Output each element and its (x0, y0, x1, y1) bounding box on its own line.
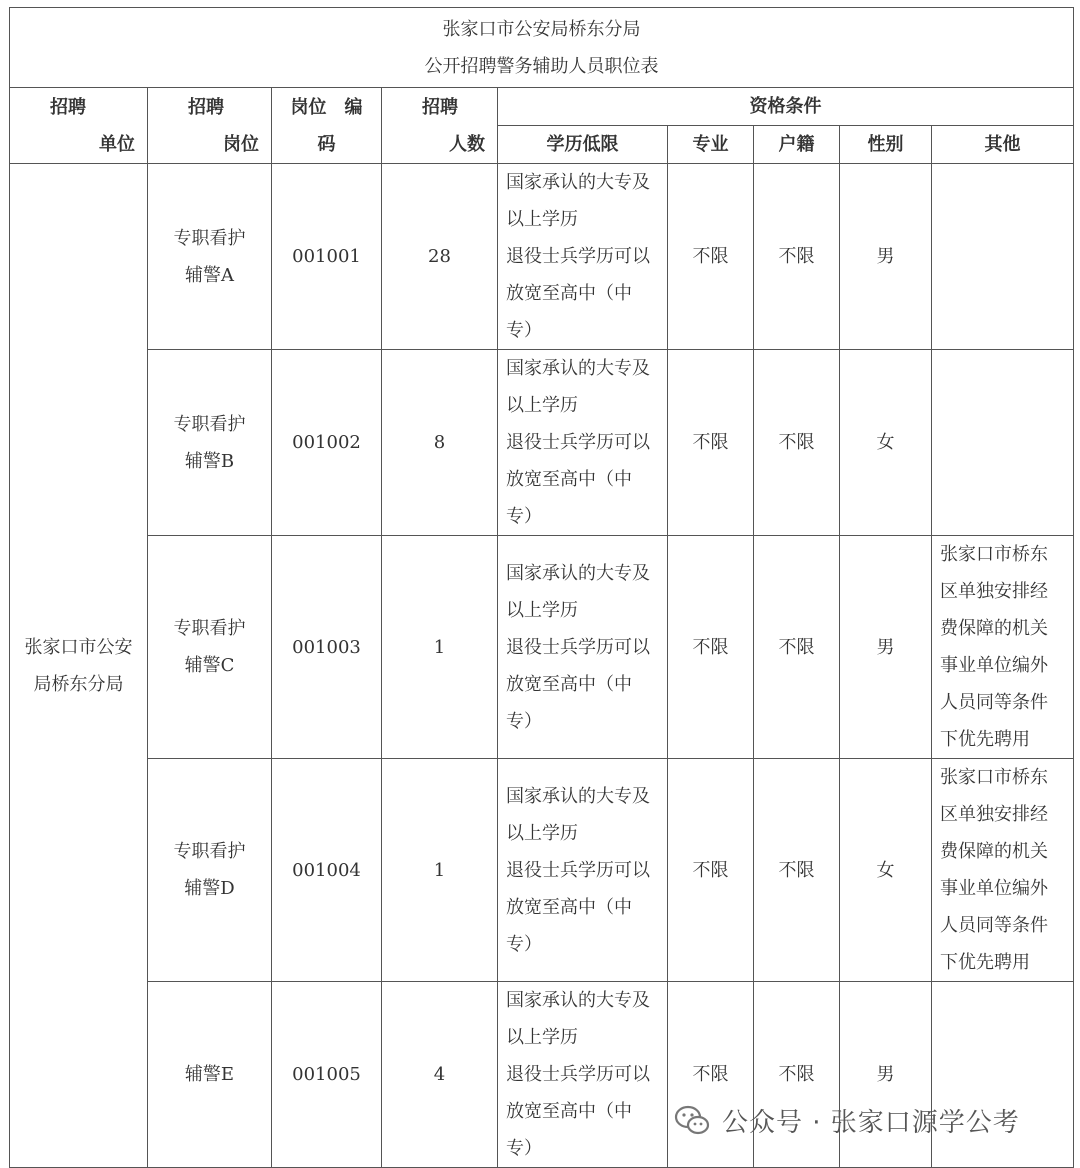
title-line2: 公开招聘警务辅助人员职位表 (424, 55, 659, 77)
hire-count: 4 (382, 982, 498, 1168)
header-unit (10, 88, 148, 164)
unit-name: 张家口市公安 局桥东分局 (10, 164, 148, 1168)
major-requirement: 不限 (668, 164, 754, 350)
post-name: 专职看护 辅警D (148, 759, 272, 982)
header-household: 户籍 (754, 126, 840, 164)
wechat-icon (672, 1100, 712, 1140)
education-requirement: 国家承认的大专及 以上学历 退役士兵学历可以 放宽至高中（中 专） (498, 536, 668, 759)
household-requirement: 不限 (754, 536, 840, 759)
post-name: 专职看护 辅警B (148, 350, 272, 536)
header-count-line1: 招聘 (422, 96, 458, 118)
post-code: 001001 (272, 164, 382, 350)
header-count-line2: 人数 (449, 133, 485, 155)
watermark-text: 公众号 · 张家口源学公考 (722, 1107, 1020, 1138)
table-row (10, 350, 1074, 536)
gender-requirement: 男 (840, 982, 932, 1168)
title-row (10, 8, 1074, 88)
gender-requirement: 女 (840, 759, 932, 982)
post-code: 001003 (272, 536, 382, 759)
hire-count: 8 (382, 350, 498, 536)
education-requirement: 国家承认的大专及 以上学历 退役士兵学历可以 放宽至高中（中 专） (498, 759, 668, 982)
job-positions-table (9, 7, 1074, 1168)
header-row-1 (10, 88, 1074, 126)
header-post-line1: 招聘 (188, 96, 224, 118)
title-line1: 张家口市公安局桥东分局 (442, 18, 641, 40)
hire-count: 1 (382, 759, 498, 982)
header-post-line2: 岗位 (223, 133, 259, 155)
household-requirement: 不限 (754, 982, 840, 1168)
header-code-line2: 码 (317, 133, 336, 155)
other-requirement (932, 350, 1074, 536)
major-requirement: 不限 (668, 982, 754, 1168)
post-name: 专职看护 辅警A (148, 164, 272, 350)
post-name: 专职看护 辅警C (148, 536, 272, 759)
table-row (10, 759, 1074, 982)
post-code: 001005 (272, 982, 382, 1168)
gender-requirement: 男 (840, 164, 932, 350)
table-title (10, 8, 1074, 88)
table-row (10, 536, 1074, 759)
header-unit-line1: 招聘 (50, 96, 86, 118)
header-gender: 性别 (840, 126, 932, 164)
gender-requirement: 女 (840, 350, 932, 536)
header-code (272, 88, 382, 164)
other-requirement (932, 164, 1074, 350)
other-requirement: 张家口市桥东 区单独安排经 费保障的机关 事业单位编外 人员同等条件 下优先聘用 (932, 536, 1074, 759)
post-code: 001002 (272, 350, 382, 536)
hire-count: 1 (382, 536, 498, 759)
header-education: 学历低限 (498, 126, 668, 164)
household-requirement: 不限 (754, 164, 840, 350)
household-requirement: 不限 (754, 350, 840, 536)
header-post (148, 88, 272, 164)
header-qualifications: 资格条件 (498, 88, 1074, 126)
table-row (10, 164, 1074, 350)
header-other: 其他 (932, 126, 1074, 164)
header-unit-line2: 单位 (99, 133, 135, 155)
education-requirement: 国家承认的大专及 以上学历 退役士兵学历可以 放宽至高中（中 专） (498, 164, 668, 350)
education-requirement: 国家承认的大专及 以上学历 退役士兵学历可以 放宽至高中（中 专） (498, 982, 668, 1168)
header-code-line1: 岗位 编 (290, 96, 363, 118)
education-requirement: 国家承认的大专及 以上学历 退役士兵学历可以 放宽至高中（中 专） (498, 350, 668, 536)
major-requirement: 不限 (668, 350, 754, 536)
post-name: 辅警E (148, 982, 272, 1168)
watermark (672, 1095, 1020, 1145)
gender-requirement: 男 (840, 536, 932, 759)
hire-count: 28 (382, 164, 498, 350)
header-major: 专业 (668, 126, 754, 164)
header-count (382, 88, 498, 164)
major-requirement: 不限 (668, 536, 754, 759)
household-requirement: 不限 (754, 759, 840, 982)
major-requirement: 不限 (668, 759, 754, 982)
other-requirement: 张家口市桥东 区单独安排经 费保障的机关 事业单位编外 人员同等条件 下优先聘用 (932, 759, 1074, 982)
post-code: 001004 (272, 759, 382, 982)
